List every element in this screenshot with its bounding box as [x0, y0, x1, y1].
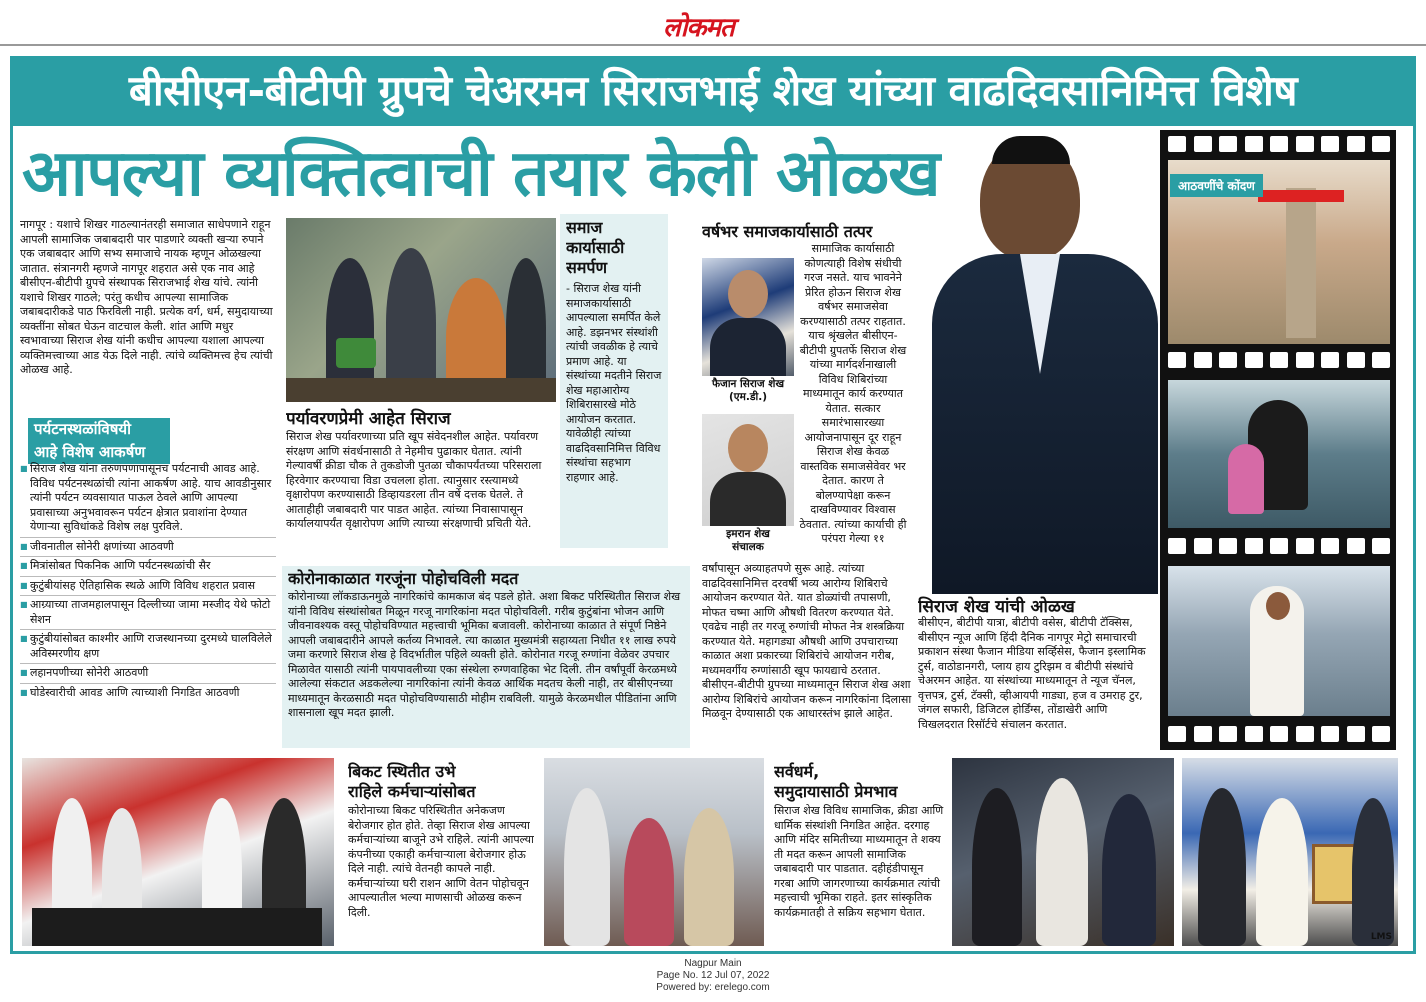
tourism-lead: ■ सिराज शेख यांना तरुणपणापासूनच पर्यटनाची आवड आहे. विविध पर्यटनस्थळांची त्यांना आकर्षण आहे. याच आवडीनुसार त्यांनी पर्यटन व्यवसायात पाऊल ठेवले आणि आपल्या प्रवासाच्या अनुभवावरून पर्यटन क्षेत्रात प्रवाशांना देण्यात येणाऱ्या सुविधांकडे विशेष लक्ष पुरविले. — [20, 462, 276, 538]
film-tag: आठवणींचे कोंदण — [1170, 174, 1263, 197]
imran-name: इमरान शेख — [726, 528, 770, 540]
faizan-role: (एम.डी.) — [729, 391, 767, 403]
environment-title: पर्यावरणप्रेमी आहेत सिराज — [286, 409, 451, 429]
tourism-list — [20, 462, 276, 734]
lokmat-logo: लोकमत — [663, 13, 734, 43]
list-item: ■ कुटुंबीयांसह ऐतिहासिक स्थळे आणि विविध शहरात प्रवास — [20, 579, 276, 597]
tourism-badge-line2: आहे विशेष आकर्षण — [28, 441, 170, 464]
list-item: ■ आग्र्याच्या ताजमहालपासून दिल्लीच्या जामा मस्जीद येथे फोटो सेशन — [20, 598, 276, 630]
tourism-badge — [28, 418, 170, 464]
photo-credit: LMS — [1370, 932, 1392, 942]
identity-text: बीसीएन, बीटीपी यात्रा, बीटीपी वसेस, बीटीपी टॅक्सिस, बीसीएन न्यूज आणि हिंदी दैनिक नागपूर मेट्रो समाचारची प्रकाशन संस्था फैजान मीडिया सर्व्हिसेस, फैजान इस्लामिक टुर्स, वाठोडानगरी, प्लाय हाय टुरिझम व बीटीपी संस्थांचे चेअरमन आहेत. या संस्थांच्या माध्यमातून ते न्यूज चॅनल, वृत्तपत्र, टुर्स, टॅक्सी, व्हीआयपी गाड्या, हज व उमराह टुर, जंगल सफारी, डिजिटल होर्डिंग्स, तोंडाखेरी आणि चिखलदरात रिसॉर्टचे संचालन करतात. — [918, 616, 1146, 731]
felicitation-photo-2 — [1182, 758, 1398, 946]
film-strip — [1160, 130, 1396, 750]
felicitation-photo-1 — [952, 758, 1174, 946]
film-photo-lake — [1168, 566, 1390, 716]
list-item: ■ जीवनातील सोनेरी क्षणांच्या आठवणी — [20, 540, 276, 558]
blood-donation-photo — [22, 758, 334, 946]
faizan-caption — [700, 378, 796, 404]
list-item: ■ लहानपणीच्या सोनेरी आठवणी — [20, 666, 276, 684]
society-text: - सिराज शेख यांनी समाजकार्यासाठी आपल्याला समर्पित केले आहे. डझनभर संस्थांशी त्यांची जवळीक हे त्याचे प्रमाण आहे. या संस्थांच्या मदतीने सिराज शेख महाआरोग्य शिबिरासारखे मोठे आयोजन करतात. यावेळीही त्यांच्या वाढदिवसानिमित्त विविध संस्थांचा सहभाग राहणार आहे. — [566, 282, 662, 484]
yearlong-text-bottom: वर्षांपासून अव्याहतपणे सुरू आहे. त्यांच्या वाढदिवसानिमित्त दरवर्षी भव्य आरोग्य शिबिराचे आयोजन करण्यात येते. यात डोळ्यांची तपासणी, मोफत चष्मा आणि औषधी वितरण करण्यात येते. एवढेच नाही तर गरजू रुग्णांची मोफत नेत्र शस्त्रक्रिया करण्यात येते. महागड्या औषधी आणि उपचाराच्या काळात अशा प्रकारच्या शिबिरांचे आयोजन गरीब, मध्यमवर्गीय रुग्णांसाठी खूप फायद्याचे ठरतात. बीसीएन-बीटीपी ग्रुपच्या माध्यमातून सिराज शेख अशा आरोग्य शिबिरांचे आयोजन करून नागरिकांना दिलासा मिळवून देण्यासाठी एक आधारस्तंभ झाले आहेत. — [702, 562, 912, 720]
workers-title-l1: बिकट स्थितीत उभे — [348, 762, 456, 781]
masthead-divider — [0, 44, 1426, 46]
society-title-l2: कार्यासाठी — [566, 238, 625, 257]
page-footer — [0, 958, 1426, 994]
health-camp-photo — [544, 758, 764, 946]
identity-title: सिराज शेख यांची ओळख — [918, 597, 1075, 616]
list-item: ■ कुटुंबीयांसोबत काश्मीर आणि राजस्थानच्या दुरमध्ये घालविलेले अविस्मरणीय क्षण — [20, 632, 276, 664]
workers-title-l2: राहिले कर्मचाऱ्यांसोबत — [348, 782, 476, 801]
footer-edition: Nagpur Main — [684, 958, 742, 969]
film-photo-family — [1168, 380, 1390, 528]
society-title-l3: समर्पण — [566, 258, 608, 277]
corona-text: कोरोनाच्या लॉकडाऊनमुळे नागरिकांचे कामकाज बंद पडले होते. अशा बिकट परिस्थितीत सिराज शेख यांनी विविध संस्थांसोबत मिळून गरजू नागरिकांना मदत पोहोचविली. गरीब कुटुंबांना भोजन आणि जीवनावश्यक वस्तू पोहोचविण्यात महत्त्वाची भूमिका बजावली. कोरोनाच्या काळात ते संपूर्ण निष्ठेने आपली जबाबदारीने आपले कर्तव्य निभावले. त्या काळात मुख्यमंत्री सहाय्यता निधीत ११ लाख रुपये जमा करणारे सिराज शेख हे विदर्भातील पहिले व्यक्ती होते. कोरोनात गरजू रुग्णांना वेळेवर उपचार मिळावेत यासाठी त्यांनी पायपावलीच्या एका संस्थेला रुग्णवाहिका भेट दिली. तीन वर्षांपूर्वी केरळमध्ये आलेल्या संकटात अडकलेल्या नागरिकांना त्यांनी केवळ आर्थिक मदतच केली नाही, तर बीसीएनच्या माध्यमातून केरळसाठी मदत पोहोचविण्यासाठी मोहीम राबविली. यामुळे केरळमधील पीडितांना आणि शासनाला खूप मदत झाली. — [288, 590, 681, 719]
headline: आपल्या व्यक्तित्वाची तयार केली ओळख — [22, 137, 940, 211]
yearlong-text-top: सामाजिक कार्यासाठी कोणत्याही विशेष संधीची गरज नसते. याच भावनेने प्रेरित होऊन सिराज शेख वर्षभर समाजसेवा करण्यासाठी तत्पर राहतात. याच श्रृंखलेत बीसीएन-बीटीपी ग्रुपतर्फे सिराज शेख यांच्या मार्गदर्शनाखाली विविध शिबिरांच्या माध्यमातून कार्य करण्यात येतात. सत्कार समारंभासारख्या आयोजनापासून दूर राहून सिराज शेख केवळ वास्तविक समाजसेवेवर भर देतात. कारण ते बोलण्यापेक्षा करून दाखविण्यावर विश्वास ठेवतात. त्यांच्या कार्याची ही परंपरा गेल्या ११ — [799, 242, 907, 545]
society-box — [560, 214, 668, 548]
masthead — [0, 0, 1426, 44]
corona-title: कोरोनाकाळात गरजूंना पोहोचविली मदत — [288, 569, 519, 588]
religion-title-l1: सर्वधर्म, — [774, 762, 820, 781]
workers-text: कोरोनाच्या बिकट परिस्थितीत अनेकजण बेरोजगार होत होते. तेव्हा सिराज शेख आपल्या कर्मचाऱ्यांच्या बाजूने उभे राहिले. त्यांनी आपल्या कंपनीच्या एकाही कर्मचाऱ्याला बेरोजगार होऊ दिले नाही. त्यांचे वेतनही कापले नाही. कर्मचाऱ्यांच्या घरी राशन आणि वेतन पोहोचवून आपल्यातील भल्या माणसाची ओळख करून दिली. — [348, 804, 534, 919]
footer-powered: Powered by: erelego.com — [656, 982, 770, 993]
faizan-portrait — [702, 258, 794, 376]
yearlong-title: वर्षभर समाजकार्यासाठी तत्पर — [702, 222, 873, 241]
tourism-badge-line1: पर्यटनस्थळांविषयी — [28, 418, 170, 441]
banner-title: बीसीएन-बीटीपी ग्रुपचे चेअरमन सिराजभाई शेख यांच्या वाढदिवसानिमित्त विशेष — [10, 56, 1416, 126]
corona-box — [282, 566, 690, 748]
main-portrait — [932, 136, 1158, 594]
imran-portrait — [702, 414, 794, 526]
imran-caption — [700, 528, 796, 554]
environment-text: सिराज शेख पर्यावरणाच्या प्रति खूप संवेदनशील आहेत. पर्यावरण संरक्षण आणि संवर्धनासाठी ते नेहमीच पुढाकार घेतात. त्यांनी गेल्यावर्षी क्रीडा चौक ते तुकडोजी पुतळा चौकापर्यंतच्या परिसराला हिरवेगार करण्याचा विडा उचलला होता. त्यानुसार रस्त्यामध्ये वृक्षारोपण करण्यासाठी डिव्हायडरला तीन वर्षे दत्तक घेतले. ते आताहीही जबाबदारी पार पाडत आहेत. त्यांच्या निवासापासून कार्यालयापर्यंत वृक्षारोपण आणि त्याच्या संरक्षणाची प्रचिती येते. — [286, 430, 542, 530]
footer-page: Page No. 12 Jul 07, 2022 — [656, 970, 770, 981]
society-title-l1: समाज — [566, 218, 603, 237]
religion-text: सिराज शेख विविध सामाजिक, क्रीडा आणि धार्मिक संस्थांशी निगडित आहेत. दरगाह आणि मंदिर समितीच्या माध्यमातून ते शक्य ती मदत करून आपली सामाजिक जबाबदारी पार पाडतात. दहीहंडीपासून गरबा आणि जागरणाच्या कार्यक्रमात त्यांची महत्त्वाची भूमिका राहते. इतर सांस्कृतिक कार्यक्रमातही ते सक्रिय सहभाग घेतात. — [774, 804, 944, 919]
list-item: ■ मित्रांसोबत पिकनिक आणि पर्यटनस्थळांची सैर — [20, 559, 276, 577]
tree-planting-photo — [286, 218, 556, 402]
imran-role: संचालक — [732, 541, 764, 553]
faizan-name: फैजान सिराज शेख — [711, 378, 785, 390]
religion-title-l2: समुदायासाठी प्रेमभाव — [774, 782, 898, 801]
intro-text: नागपूर : यशाचे शिखर गाठल्यानंतरही समाजात साधेपणाने राहून आपली सामाजिक जबाबदारी पार पाडणारे व्यक्ती खऱ्या रुपाने एक जबाबदार आणि सभ्य समाजाचे नायक म्हणून ओळखल्या जातात. संत्रानगरी म्हणजे नागपूर शहरात असे एक नाव आहे बीसीएन-बीटीपी ग्रुपचे संस्थापक सिराजभाई शेख यांचे. त्यांनी यशाचे शिखर गाठले; परंतु कधीच आपल्या सामाजिक जबाबदारीकडे पाठ फिरविली नाही. प्रत्येक वर्ग, धर्म, समुदायाच्या व्यक्तींना सोबत घेऊन वाटचाल केली. शांत आणि मधुर स्वभावाच्या सिराज शेख यांनी कधीच आपल्या यशाला आपल्या व्यक्तिमत्त्वाच्या आड येऊ दिले नाही. त्यांचे व्यक्तिमत्त्व हेच त्यांची ओळख आहे. — [20, 218, 273, 376]
list-item: ■ घोडेस्वारीची आवड आणि त्याच्याशी निगडित आठवणी — [20, 686, 276, 701]
